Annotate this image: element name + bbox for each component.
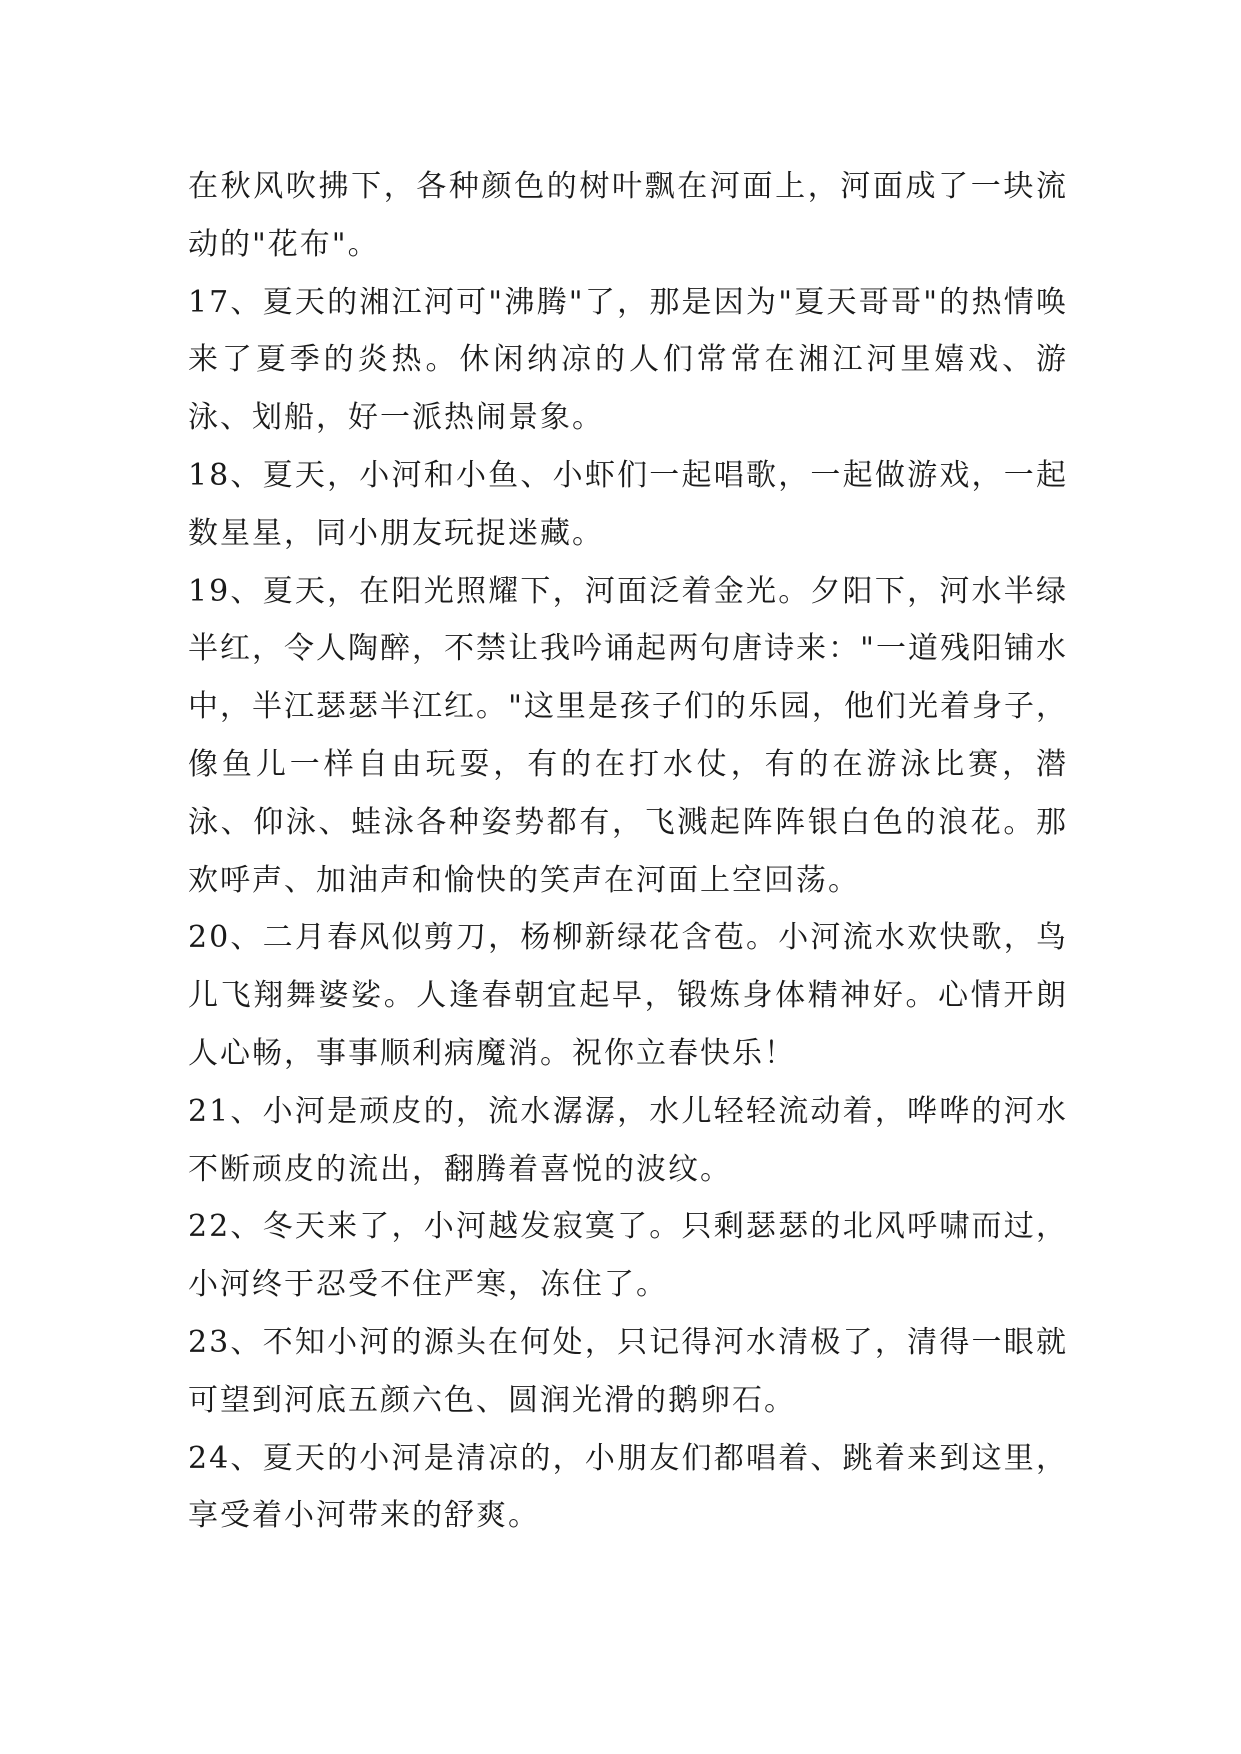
paragraph-18: 18、夏天，小河和小鱼、小虾们一起唱歌，一起做游戏，一起数星星，同小朋友玩捉迷藏。: [188, 457, 1068, 551]
document-body: [188, 158, 1068, 1545]
paragraph-24: 24、夏天的小河是清凉的，小朋友们都唱着、跳着来到这里，享受着小河带来的舒爽。: [188, 1440, 1068, 1534]
paragraph-22: 22、冬天来了，小河越发寂寞了。只剩瑟瑟的北风呼啸而过，小河终于忍受不住严寒，冻住了。: [188, 1209, 1068, 1303]
paragraph-23: 23、不知小河的源头在何处，只记得河水清极了，清得一眼就可望到河底五颜六色、圆润光滑的鹅卵石。: [188, 1324, 1068, 1418]
paragraph-19: 19、夏天，在阳光照耀下，河面泛着金光。夕阳下，河水半绿半红，令人陶醉，不禁让我吟诵起两句唐诗来："一道残阳铺水中，半江瑟瑟半江红。"这里是孩子们的乐园，他们光着身子，像鱼儿一样自由玩耍，有的在打水仗，有的在游泳比赛，潜泳、仰泳、蛙泳各种姿势都有，飞溅起阵阵银白色的浪花。那欢呼声、加油声和愉快的笑声在河面上空回荡。: [188, 573, 1068, 898]
paragraph-20: 20、二月春风似剪刀，杨柳新绿花含苞。小河流水欢快歌，鸟儿飞翔舞婆娑。人逢春朝宜起早，锻炼身体精神好。心情开朗人心畅，事事顺利病魔消。祝你立春快乐！: [188, 920, 1068, 1071]
paragraph-16-continued: 在秋风吹拂下，各种颜色的树叶飘在河面上，河面成了一块流动的"花布"。: [188, 169, 1068, 262]
paragraph-21: 21、小河是顽皮的，流水潺潺，水儿轻轻流动着，哗哗的河水不断顽皮的流出，翻腾着喜悦的波纹。: [188, 1093, 1068, 1187]
paragraph-17: 17、夏天的湘江河可"沸腾"了，那是因为"夏天哥哥"的热情唤来了夏季的炎热。休闲纳凉的人们常常在湘江河里嬉戏、游泳、划船，好一派热闹景象。: [188, 284, 1068, 436]
